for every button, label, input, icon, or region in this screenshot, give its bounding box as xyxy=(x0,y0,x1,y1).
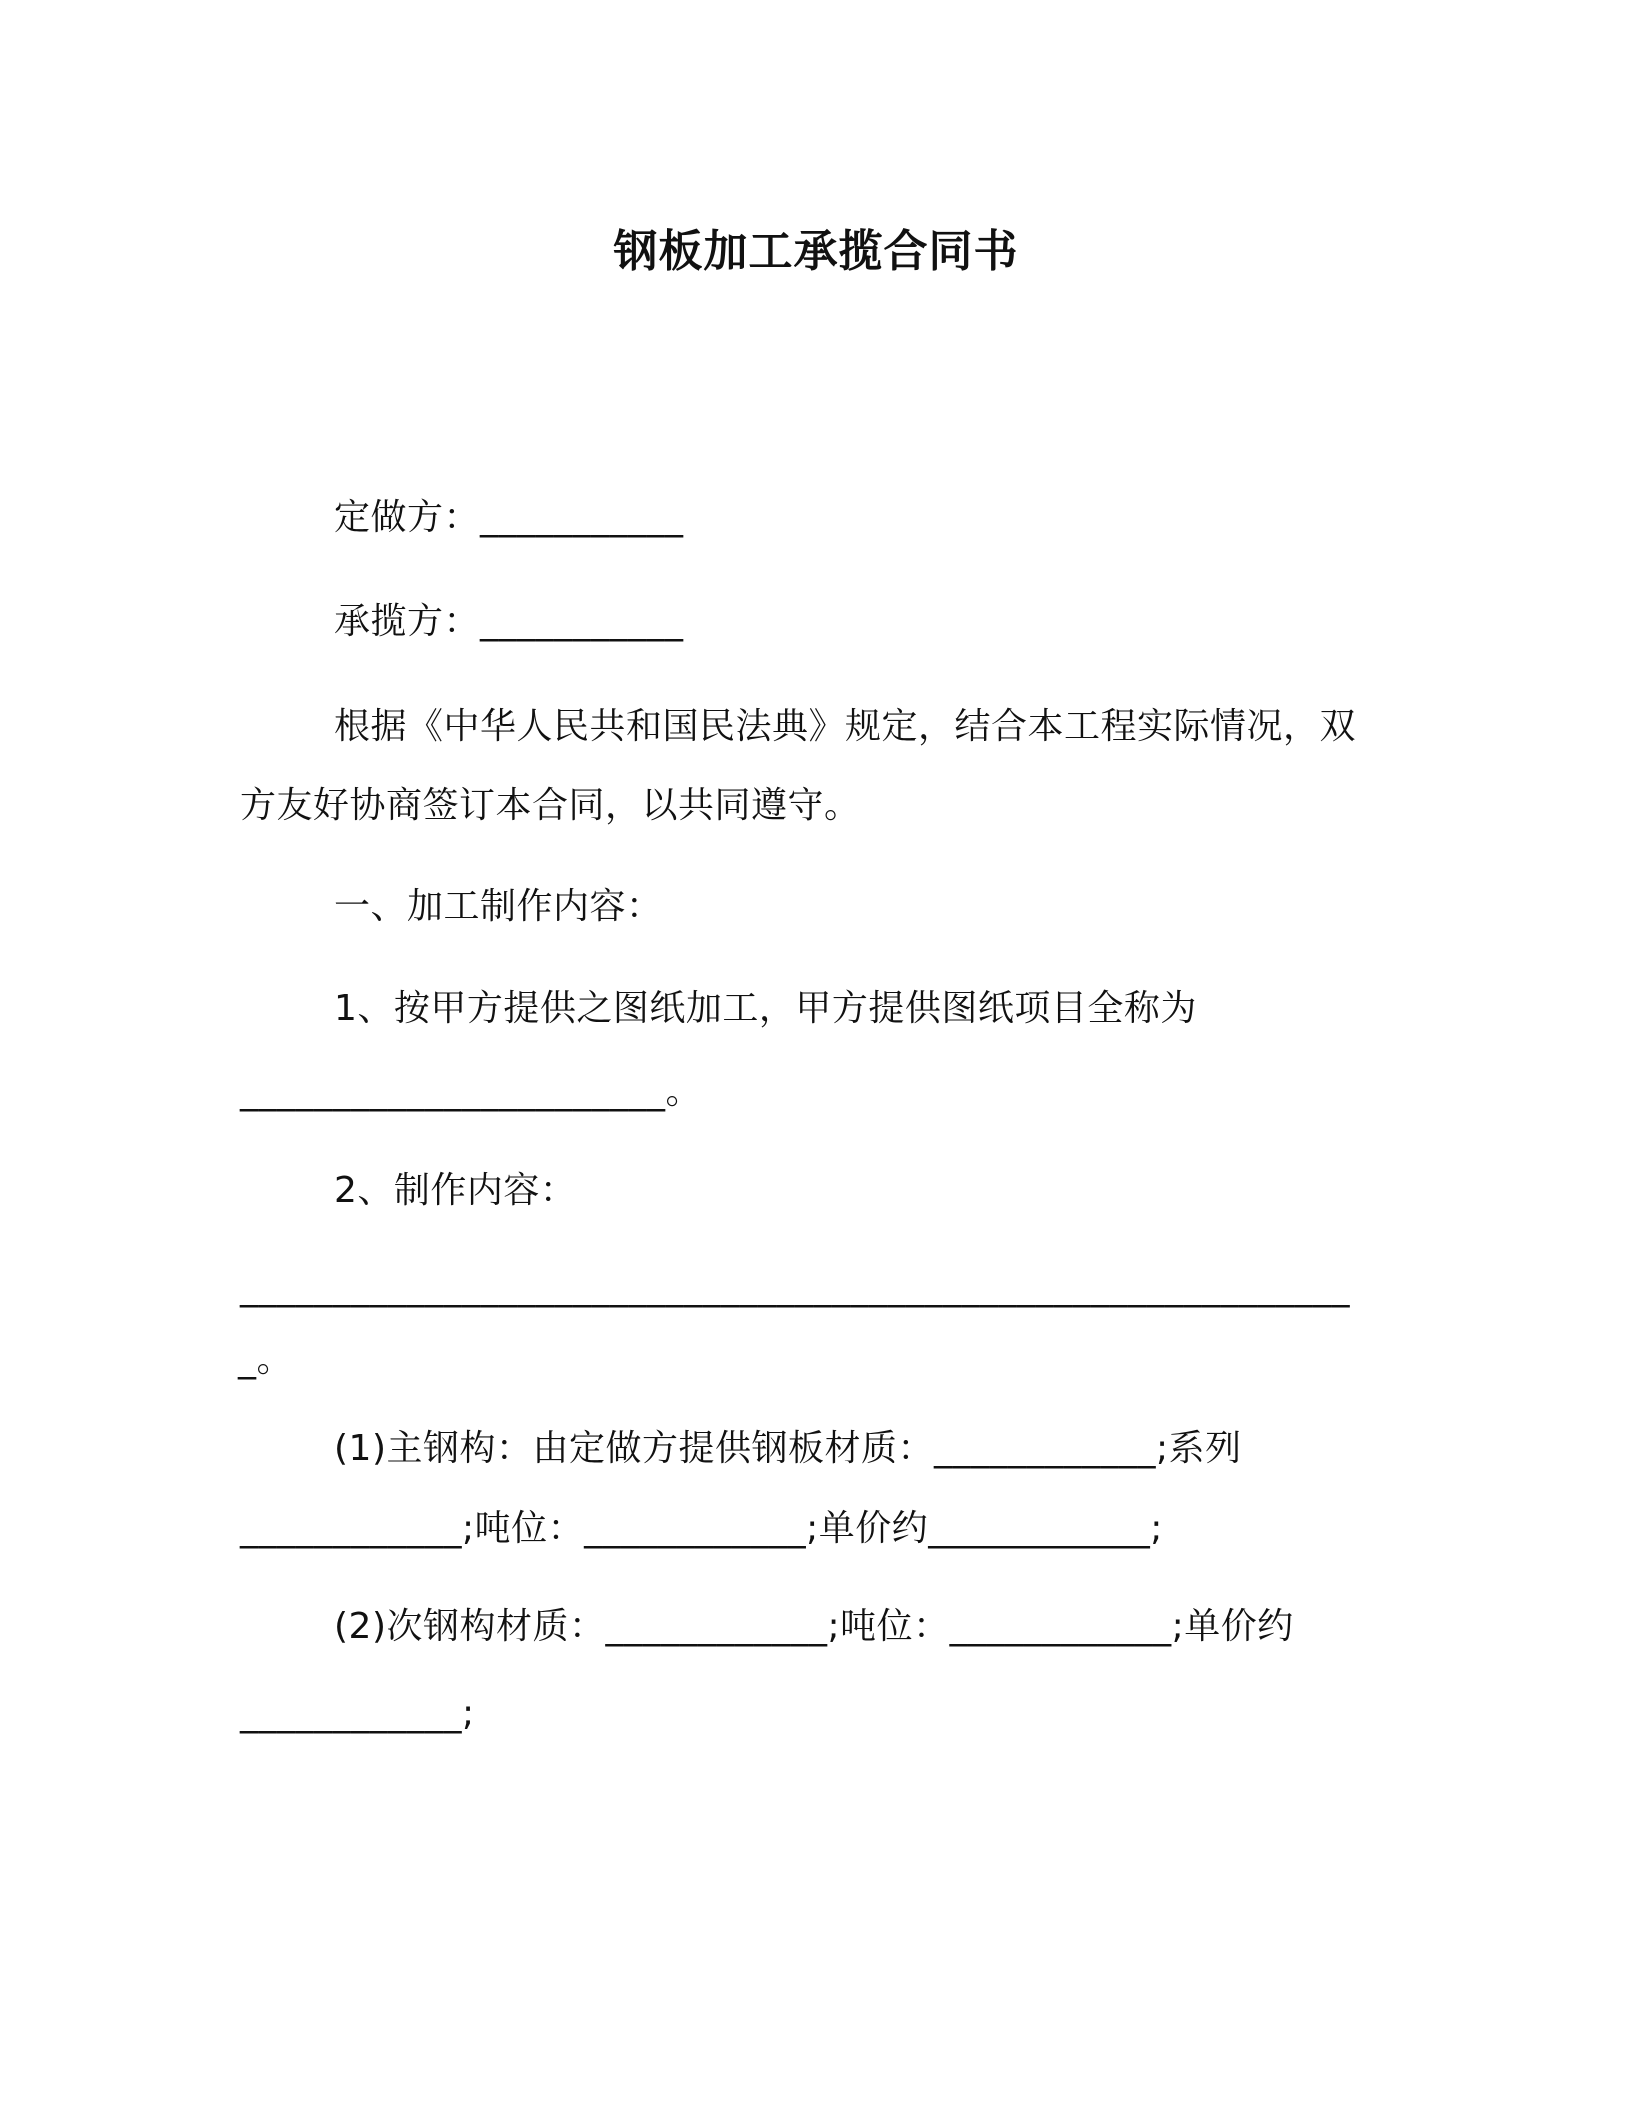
intro-line-1: 根据《中华人民共和国民法典》规定，结合本工程实际情况，双 xyxy=(334,706,1357,747)
item-2-blank-line: ____________________________________________________________ xyxy=(240,1267,1350,1308)
sub-item-2-line-2: ____________; xyxy=(240,1693,475,1734)
item-1-line-2: _______________________。 xyxy=(240,1071,702,1112)
party-a-line: 定做方：___________ xyxy=(334,497,684,538)
sub-item-1-line-1: (1)主钢构：由定做方提供钢板材质：____________;系列 xyxy=(334,1428,1242,1469)
item-1-line-1: 1、按甲方提供之图纸加工，甲方提供图纸项目全称为 xyxy=(334,988,1197,1029)
sub-item-1-line-2: ____________;吨位：____________;单价约____________; xyxy=(240,1508,1163,1549)
sub-item-2-line-1: (2)次钢构材质：____________;吨位：____________;单价约 xyxy=(334,1606,1294,1647)
party-b-line: 承揽方：___________ xyxy=(334,601,684,642)
document-title: 钢板加工承揽合同书 xyxy=(613,226,1019,277)
intro-line-2: 方友好协商签订本合同，以共同遵守。 xyxy=(240,785,861,826)
item-2-heading: 2、制作内容： xyxy=(334,1170,577,1211)
item-2-blank-end: _。 xyxy=(238,1339,294,1380)
section-heading-1: 一、加工制作内容： xyxy=(334,886,663,927)
